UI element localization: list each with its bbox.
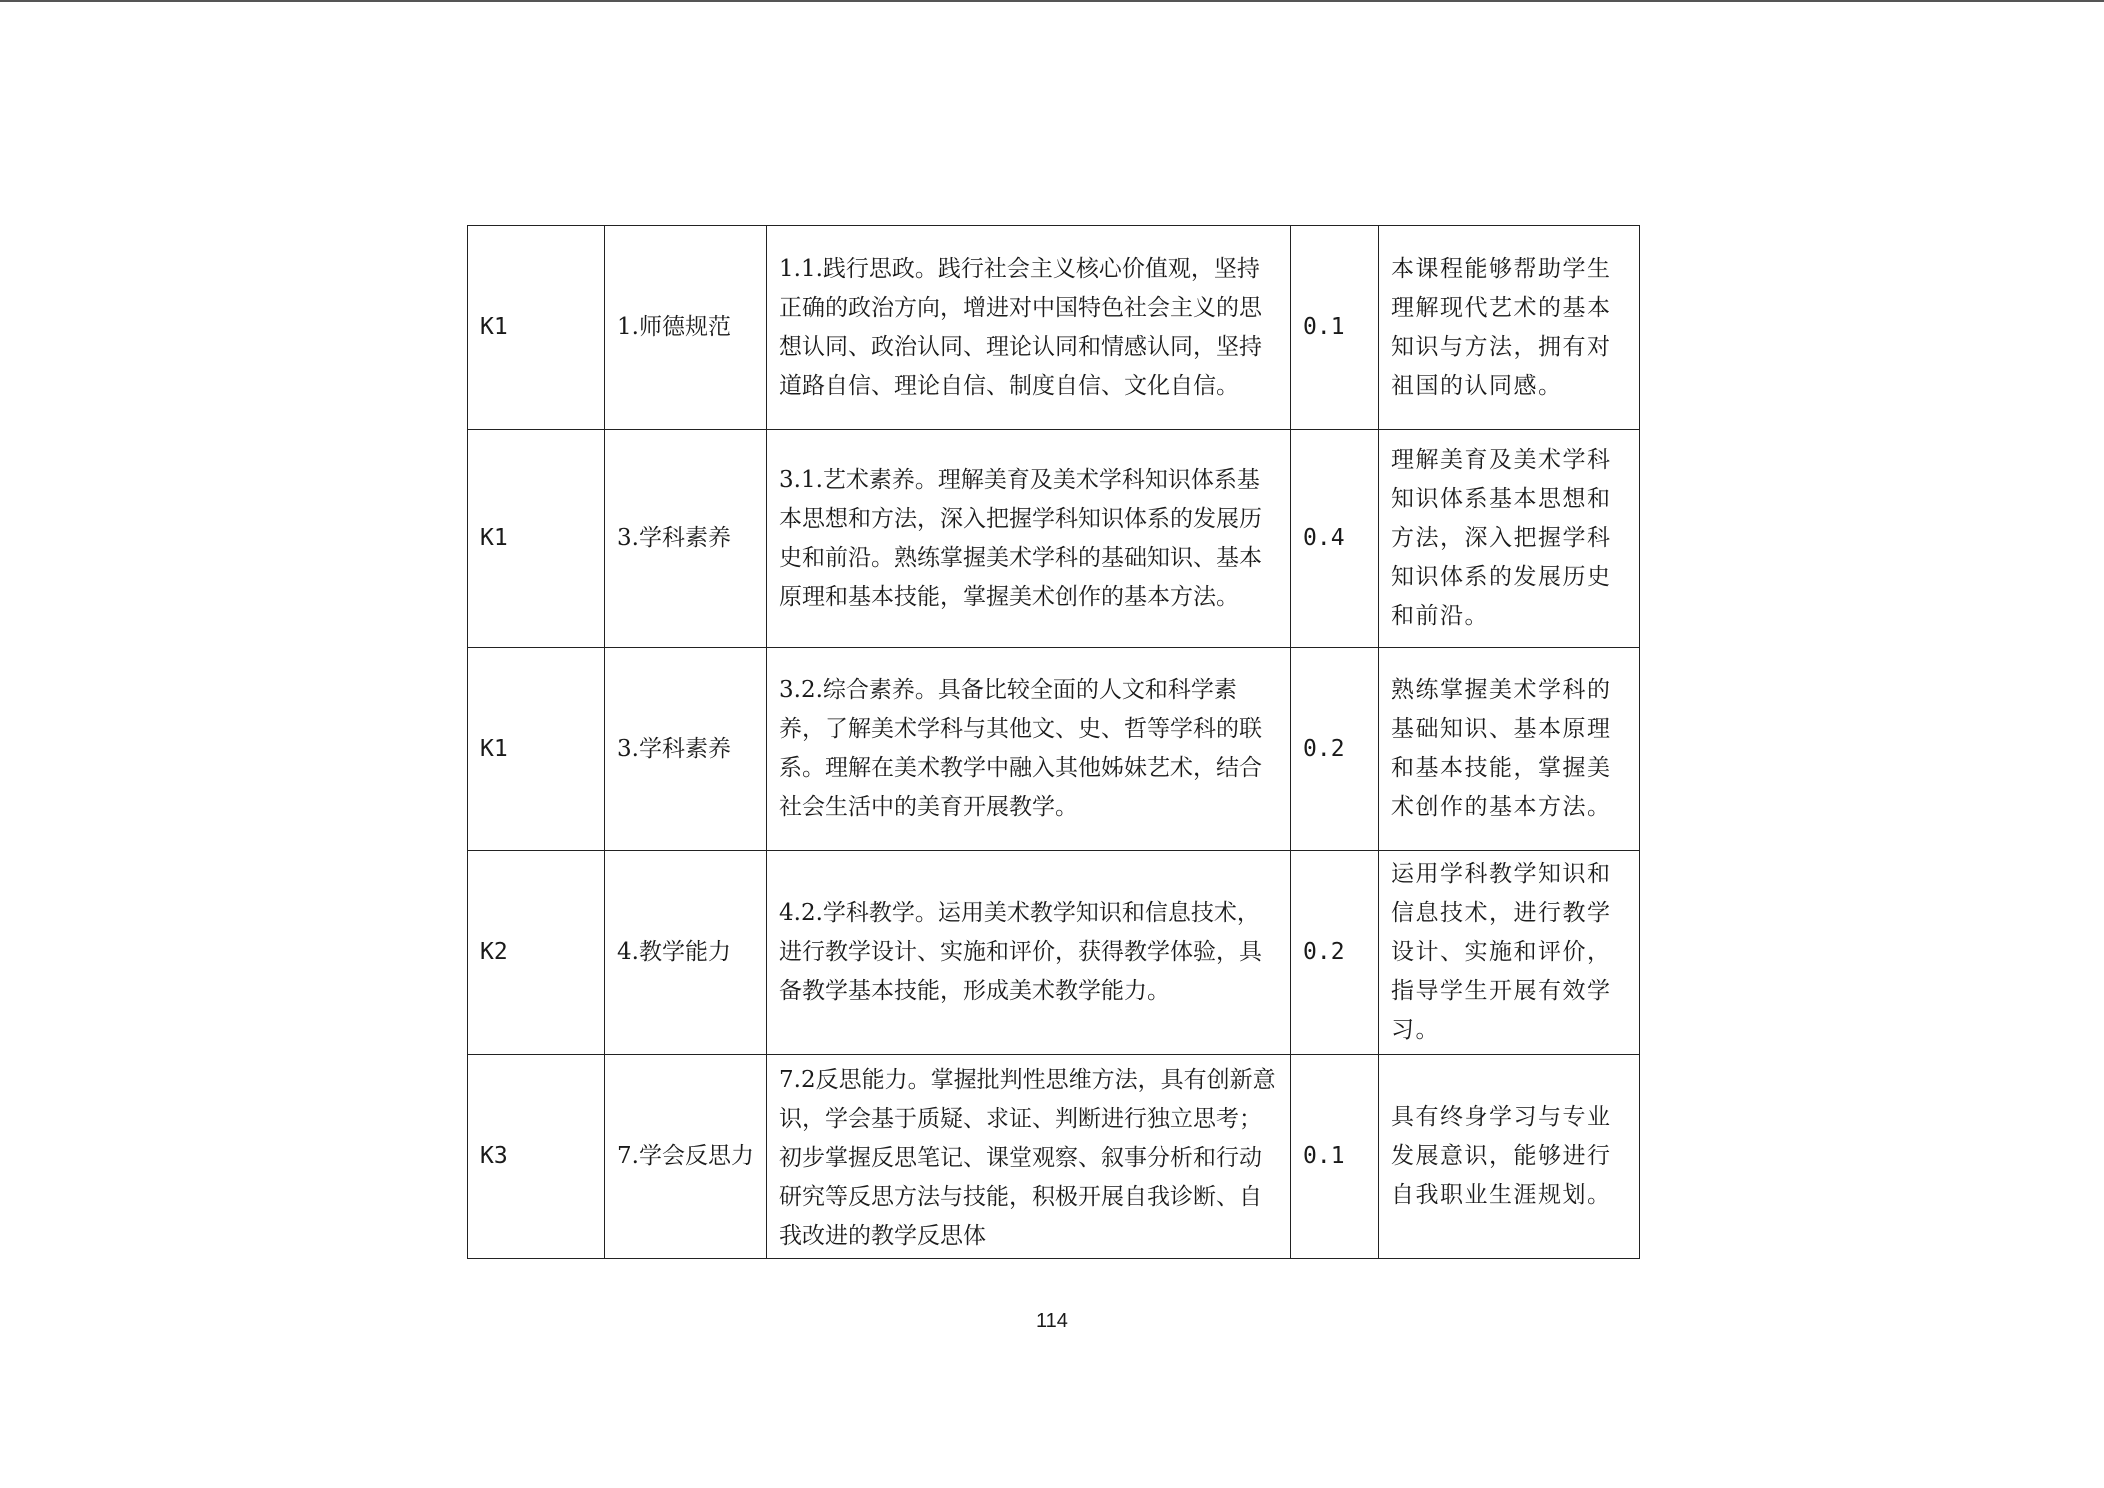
table-row bbox=[468, 648, 1640, 851]
indicator-point: 4.2.学科教学。运用美术教学知识和信息技术，进行教学设计、实施和评价，获得教学体验，具备教学基本技能，形成美术教学能力。 bbox=[767, 851, 1291, 1055]
indicator-point: 7.2反思能力。掌握批判性思维方法，具有创新意识，学会基于质疑、求证、判断进行独立思考；初步掌握反思笔记、课堂观察、叙事分析和行动研究等反思方法与技能，积极开展自我诊断、自我改进的教学反思体 bbox=[767, 1055, 1291, 1259]
course-support: 本课程能够帮助学生理解现代艺术的基本知识与方法，拥有对祖国的认同感。 bbox=[1379, 226, 1640, 430]
table-row bbox=[468, 1055, 1640, 1259]
page-number: 114 bbox=[1036, 1310, 1068, 1332]
requirement-name: 1.师德规范 bbox=[605, 226, 767, 430]
indicator-point: 3.2.综合素养。具备比较全面的人文和科学素养，了解美术学科与其他文、史、哲等学科的联系。理解在美术教学中融入其他姊妹艺术，结合社会生活中的美育开展教学。 bbox=[767, 648, 1291, 851]
weight-value: 0.2 bbox=[1291, 648, 1379, 851]
requirement-name: 7.学会反思力 bbox=[605, 1055, 767, 1259]
weight-value: 0.2 bbox=[1291, 851, 1379, 1055]
objective-code: K2 bbox=[468, 851, 605, 1055]
objective-code: K1 bbox=[468, 226, 605, 430]
course-support: 熟练掌握美术学科的基础知识、基本原理和基本技能，掌握美术创作的基本方法。 bbox=[1379, 648, 1640, 851]
course-support: 运用学科教学知识和信息技术，进行教学设计、实施和评价，指导学生开展有效学习。 bbox=[1379, 851, 1640, 1055]
objective-code: K1 bbox=[468, 648, 605, 851]
requirement-name: 3.学科素养 bbox=[605, 430, 767, 648]
requirement-name: 4.教学能力 bbox=[605, 851, 767, 1055]
weight-value: 0.1 bbox=[1291, 1055, 1379, 1259]
indicator-point: 3.1.艺术素养。理解美育及美术学科知识体系基本思想和方法，深入把握学科知识体系的发展历史和前沿。熟练掌握美术学科的基础知识、基本原理和基本技能，掌握美术创作的基本方法。 bbox=[767, 430, 1291, 648]
weight-value: 0.1 bbox=[1291, 226, 1379, 430]
course-support: 具有终身学习与专业发展意识，能够进行自我职业生涯规划。 bbox=[1379, 1055, 1640, 1259]
objective-code: K3 bbox=[468, 1055, 605, 1259]
weight-value: 0.4 bbox=[1291, 430, 1379, 648]
table-row bbox=[468, 430, 1640, 648]
table-row bbox=[468, 851, 1640, 1055]
requirement-name: 3.学科素养 bbox=[605, 648, 767, 851]
course-support: 理解美育及美术学科知识体系基本思想和方法，深入把握学科知识体系的发展历史和前沿。 bbox=[1379, 430, 1640, 648]
indicator-point: 1.1.践行思政。践行社会主义核心价值观，坚持正确的政治方向，增进对中国特色社会主义的思想认同、政治认同、理论认同和情感认同，坚持道路自信、理论自信、制度自信、文化自信。 bbox=[767, 226, 1291, 430]
graduation-requirements-table bbox=[467, 225, 1640, 1259]
objective-code: K1 bbox=[468, 430, 605, 648]
page-top-border bbox=[0, 0, 2104, 2]
table-row bbox=[468, 226, 1640, 430]
